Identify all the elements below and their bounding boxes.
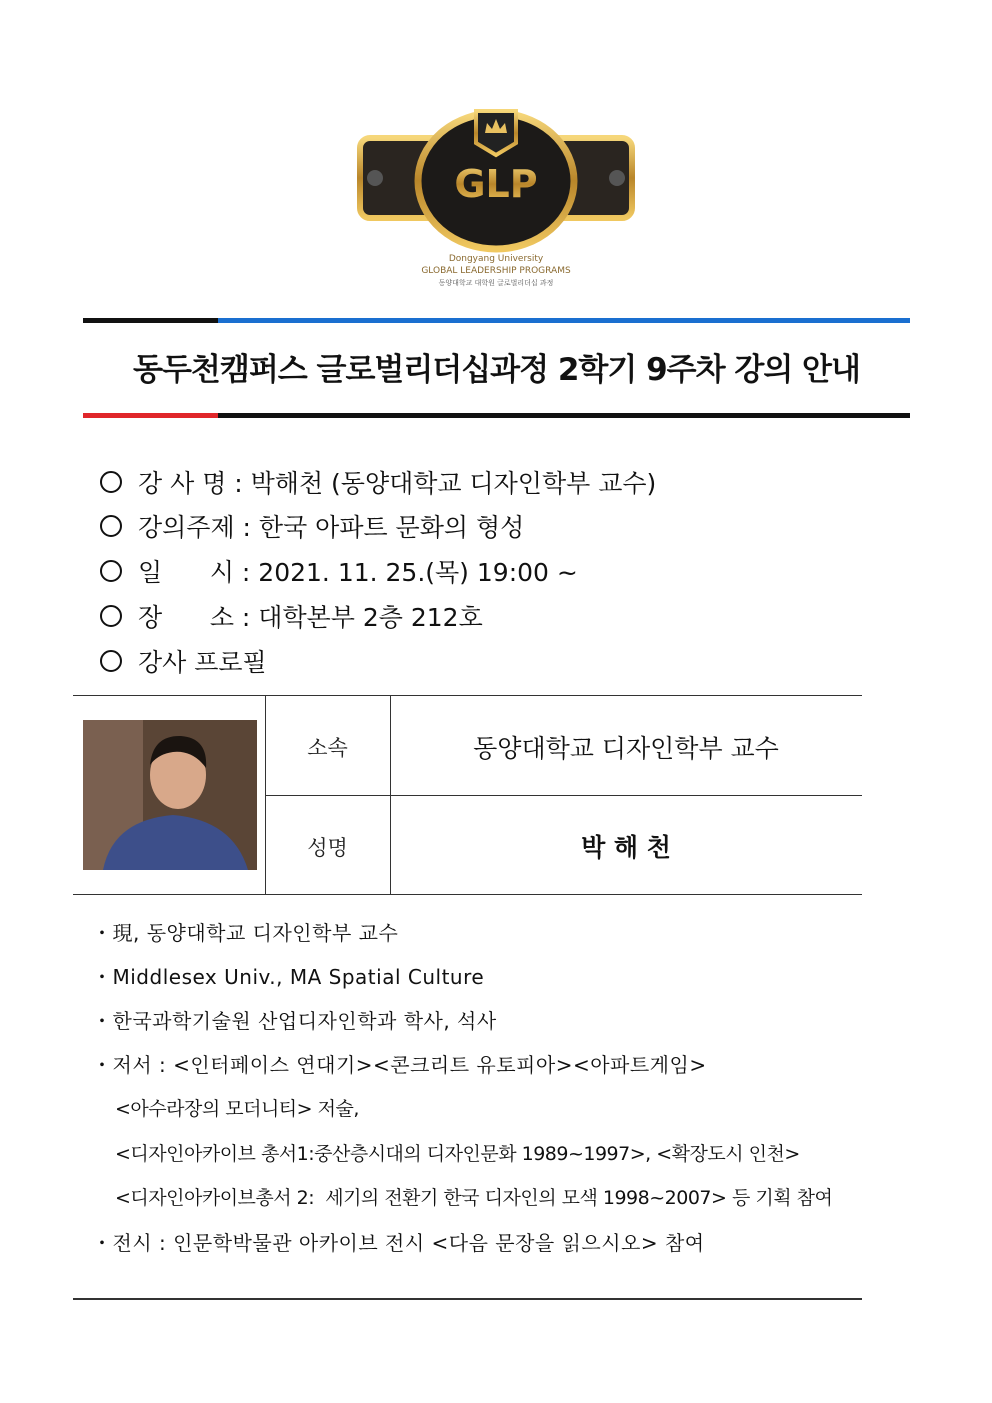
bullet-item: ・전시 : 인문학박물관 아카이브 전시 <다음 문장을 읽으시오> 참여 [92, 1231, 705, 1255]
affiliation-value: 동양대학교 디자인학부 교수 [473, 734, 779, 763]
title-banner [83, 318, 910, 418]
svg-text:GLOBAL LEADERSHIP PROGRAMS: GLOBAL LEADERSHIP PROGRAMS [421, 266, 571, 276]
bullet-item: <디자인아카이브 총서1:중산층시대의 디자인문화 1989~1997>, <확장도시 인천> [115, 1143, 800, 1165]
name-label: 성명 [307, 836, 348, 860]
bullet-item: ・現, 동양대학교 디자인학부 교수 [92, 921, 399, 945]
svg-text:GLP: GLP [454, 162, 538, 206]
glp-logo [355, 103, 637, 293]
profile-table [73, 695, 862, 895]
info-topic: 강의주제 : 한국 아파트 문화의 형성 [100, 508, 524, 544]
bullet-item: ・저서 : <인터페이스 연대기><콘크리트 유토피아><아파트게임> [92, 1053, 707, 1077]
info-lecturer: 강 사 명 : 박해천 (동양대학교 디자인학부 교수) [100, 464, 656, 500]
info-datetime: 일 시 : 2021. 11. 25.(목) 19:00 ~ [100, 553, 578, 589]
bullet-item: ・한국과학기술원 산업디자인학과 학사, 석사 [92, 1009, 497, 1033]
divider [73, 1298, 862, 1300]
svg-text:동양대학교 대학원 글로벌리더십 과정: 동양대학교 대학원 글로벌리더십 과정 [438, 279, 554, 287]
lecturer-photo [83, 720, 257, 870]
info-location: 장 소 : 대학본부 2층 212호 [100, 598, 483, 634]
affiliation-label: 소속 [307, 736, 348, 760]
bullet-item: ・Middlesex Univ., MA Spatial Culture [92, 965, 485, 989]
page-title: 동두천캠퍼스 글로벌리더십과정 2학기 9주차 강의 안내 [133, 352, 860, 388]
name-value: 박 해 천 [581, 833, 671, 862]
info-profile-heading: 강사 프로필 [100, 643, 267, 679]
bullet-item: <아수라장의 모더니티> 저술, [115, 1098, 359, 1120]
bullet-item: <디자인아카이브총서 2: 세기의 전환기 한국 디자인의 모색 1998~2007> 등 기획 참여 [115, 1187, 833, 1209]
svg-text:Dongyang University: Dongyang University [448, 254, 544, 264]
